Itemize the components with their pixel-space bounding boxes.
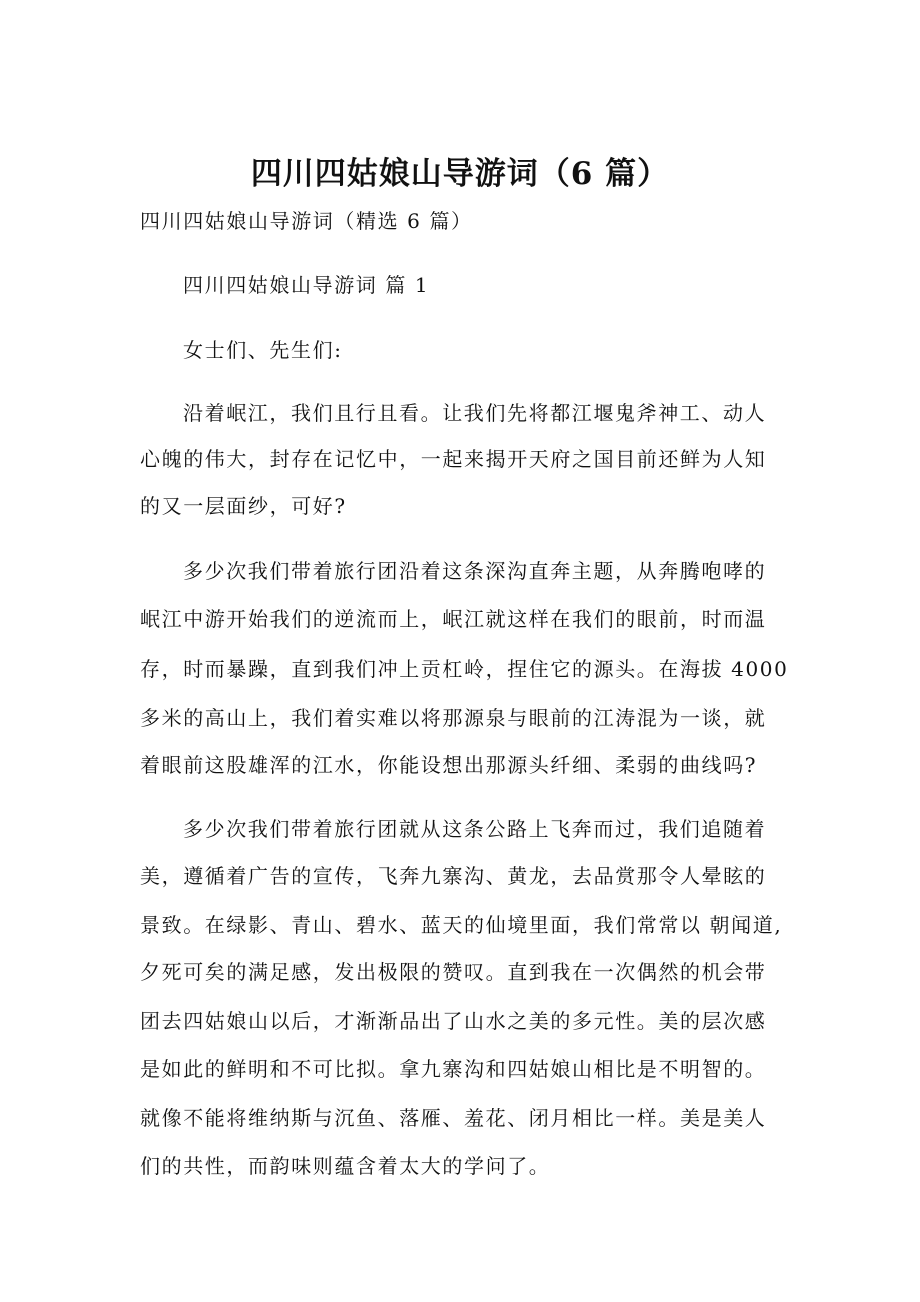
paragraph-2-line-2: 岷江中游开始我们的逆流而上，岷江就这样在我们的眼前，时而温 bbox=[140, 607, 767, 631]
paragraph-2-line-5: 着眼前这股雄浑的江水，你能设想出那源头纤细、柔弱的曲线吗? bbox=[140, 753, 758, 777]
document-subtitle: 四川四姑娘山导游词（精选 6 篇） bbox=[140, 209, 473, 233]
paragraph-3-line-4: 夕死可矣的满足感，发出极限的赞叹。直到我在一次偶然的机会带 bbox=[140, 960, 767, 984]
section-heading: 四川四姑娘山导游词 篇 1 bbox=[183, 273, 430, 297]
paragraph-2-line-3: 存，时而暴躁，直到我们冲上贡杠岭，捏住它的源头。在海拔 4000 bbox=[140, 657, 789, 681]
document-title: 四川四姑娘山导游词（6 篇） bbox=[250, 156, 670, 192]
paragraph-3-line-3: 景致。在绿影、青山、碧水、蓝天的仙境里面，我们常常以 朝闻道, bbox=[140, 913, 783, 937]
paragraph-2-line-4: 多米的高山上，我们着实难以将那源泉与眼前的江涛混为一谈，就 bbox=[140, 706, 767, 730]
paragraph-3-line-2: 美，遵循着广告的宣传，飞奔九寨沟、黄龙，去品赏那令人晕眩的 bbox=[140, 864, 767, 888]
paragraph-3-line-7: 就像不能将维纳斯与沉鱼、落雁、羞花、闭月相比一样。美是美人 bbox=[140, 1106, 767, 1130]
greeting-line: 女士们、先生们: bbox=[183, 338, 343, 362]
paragraph-2-line-1: 多少次我们带着旅行团沿着这条深沟直奔主题，从奔腾咆哮的 bbox=[183, 559, 767, 583]
paragraph-1-line-2: 心魄的伟大，封存在记忆中，一起来揭开天府之国目前还鲜为人知 bbox=[140, 447, 767, 471]
paragraph-3-line-1: 多少次我们带着旅行团就从这条公路上飞奔而过，我们追随着 bbox=[183, 817, 767, 841]
paragraph-3-line-5: 团去四姑娘山以后，才渐渐品出了山水之美的多元性。美的层次感 bbox=[140, 1009, 767, 1033]
paragraph-1-line-3: 的又一层面纱，可好? bbox=[140, 494, 347, 518]
paragraph-3-line-8: 们的共性，而韵味则蕴含着太大的学问了。 bbox=[140, 1154, 551, 1178]
paragraph-3-line-6: 是如此的鲜明和不可比拟。拿九寨沟和四姑娘山相比是不明智的。 bbox=[140, 1057, 767, 1081]
paragraph-1-line-1: 沿着岷江，我们且行且看。让我们先将都江堰鬼斧神工、动人 bbox=[183, 401, 767, 425]
